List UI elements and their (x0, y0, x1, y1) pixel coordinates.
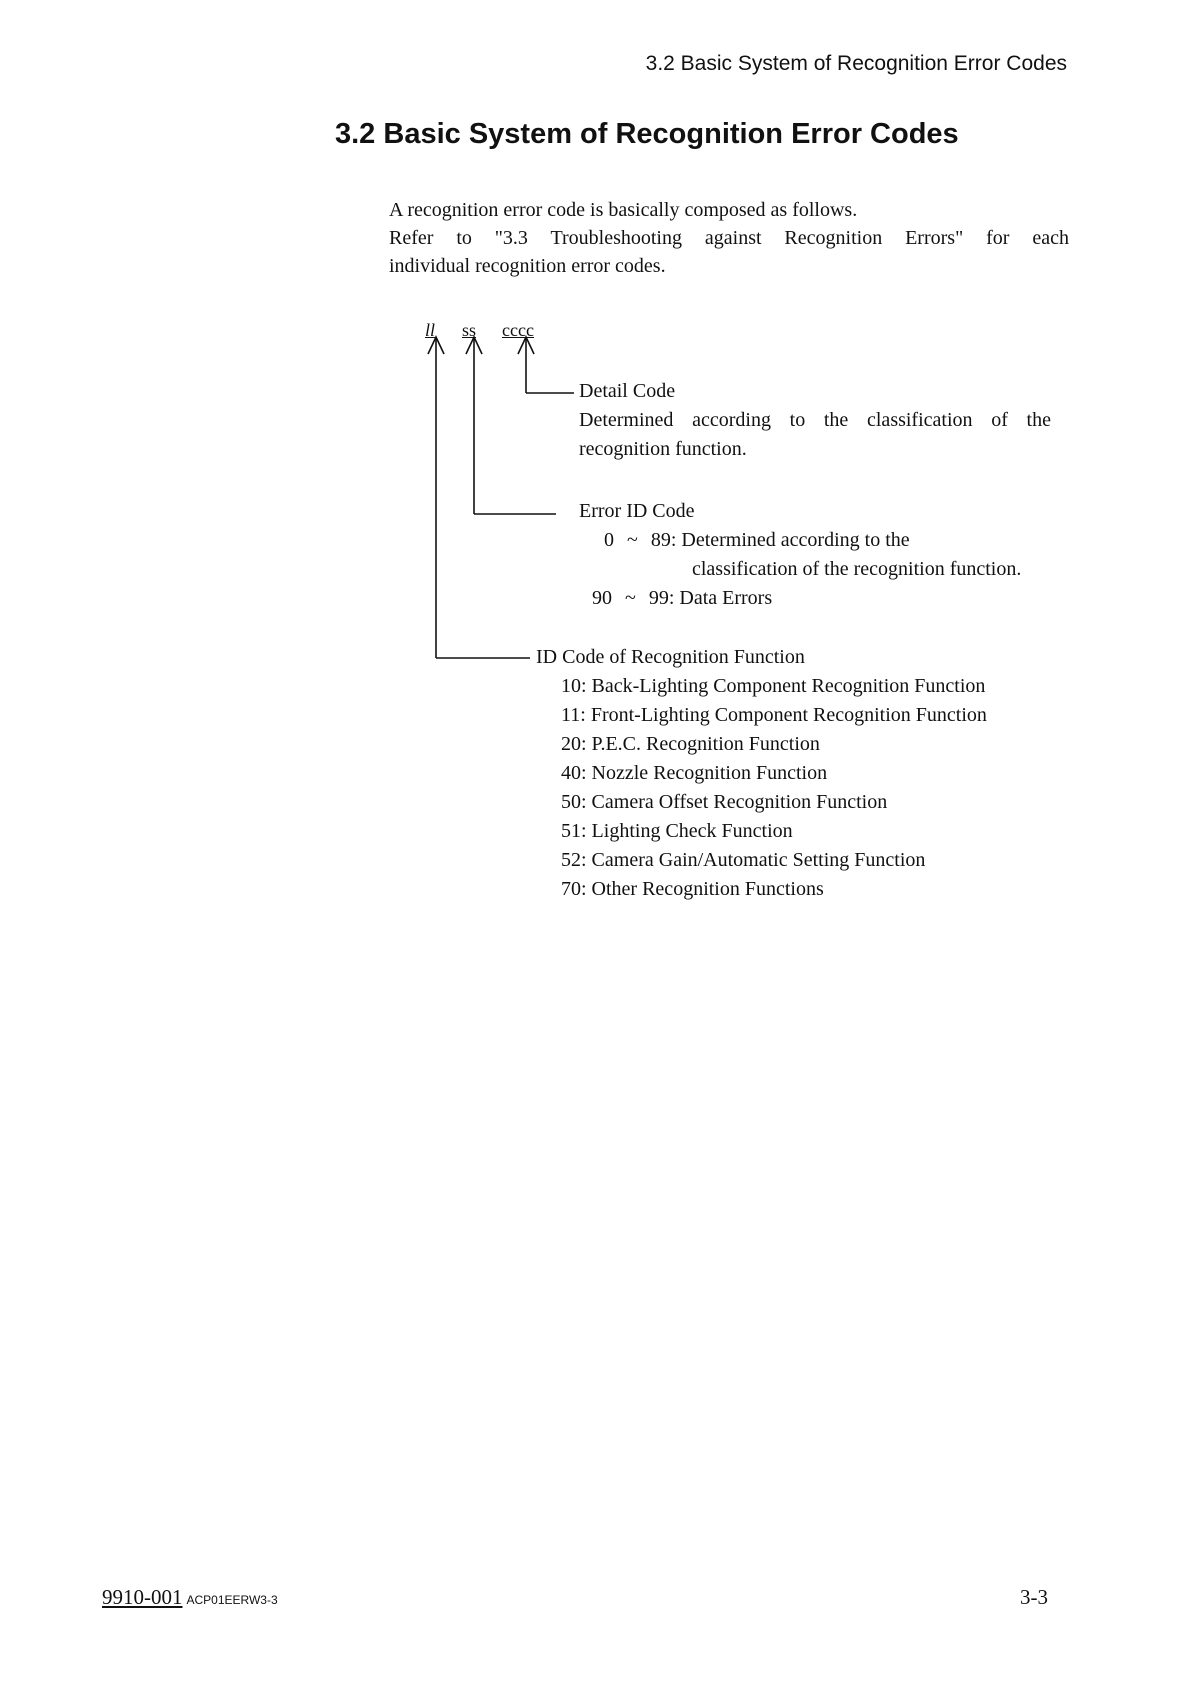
error-id-range-1 (604, 526, 910, 555)
code-part-detail: cccc (502, 320, 534, 340)
range-2-from: 90 (592, 587, 612, 609)
range-1-to: 89: Determined according to the (650, 529, 910, 551)
code-part-function-id: ll (425, 320, 436, 340)
tilde-symbol: ~ (627, 529, 638, 551)
intro-line-2: Refer to "3.3 Troubleshooting against Recognition Errors" for each (389, 227, 1069, 249)
error-id-arrow (466, 337, 556, 514)
code-part-error-id: ss (462, 320, 477, 340)
section-title: 3.2 Basic System of Recognition Error Codes (335, 118, 959, 150)
error-id-range-2 (592, 584, 772, 613)
footer-doc-info (102, 1585, 278, 1610)
list-item: 40: Nozzle Recognition Function (561, 762, 828, 784)
function-list (561, 672, 987, 904)
detail-code-arrow (518, 337, 574, 393)
range-1-from: 0 (604, 529, 614, 551)
list-item: 51: Lighting Check Function (561, 820, 793, 842)
detail-code-block (579, 377, 1051, 464)
error-id-title: Error ID Code (579, 500, 695, 522)
running-header: 3.2 Basic System of Recognition Error Codes (645, 52, 1067, 75)
detail-code-desc-line-1: Determined according to the classification of the (579, 409, 1051, 431)
doc-number: 9910-001 (102, 1585, 183, 1609)
tilde-symbol: ~ (625, 587, 636, 609)
list-item: 20: P.E.C. Recognition Function (561, 733, 820, 755)
id-code-title: ID Code of Recognition Function (536, 646, 805, 668)
doc-code: ACP01EERW3-3 (186, 1593, 278, 1607)
intro-line-3: individual recognition error codes. (389, 255, 666, 277)
intro-line-1: A recognition error code is basically composed as follows. (389, 199, 858, 221)
list-item: 50: Camera Offset Recognition Function (561, 791, 888, 813)
page-number: 3-3 (1020, 1585, 1048, 1609)
range-2-to: 99: Data Errors (648, 587, 773, 609)
list-item: 52: Camera Gain/Automatic Setting Function (561, 849, 926, 871)
detail-code-desc-line-2: recognition function. (579, 438, 747, 460)
list-item: 10: Back-Lighting Component Recognition Function (561, 675, 986, 697)
detail-code-title: Detail Code (579, 380, 676, 402)
function-id-arrow (428, 337, 530, 658)
error-id-range-1-cont: classification of the recognition function. (692, 558, 1022, 580)
list-item: 11: Front-Lighting Component Recognition Function (561, 704, 987, 726)
list-item: 70: Other Recognition Functions (561, 878, 824, 900)
